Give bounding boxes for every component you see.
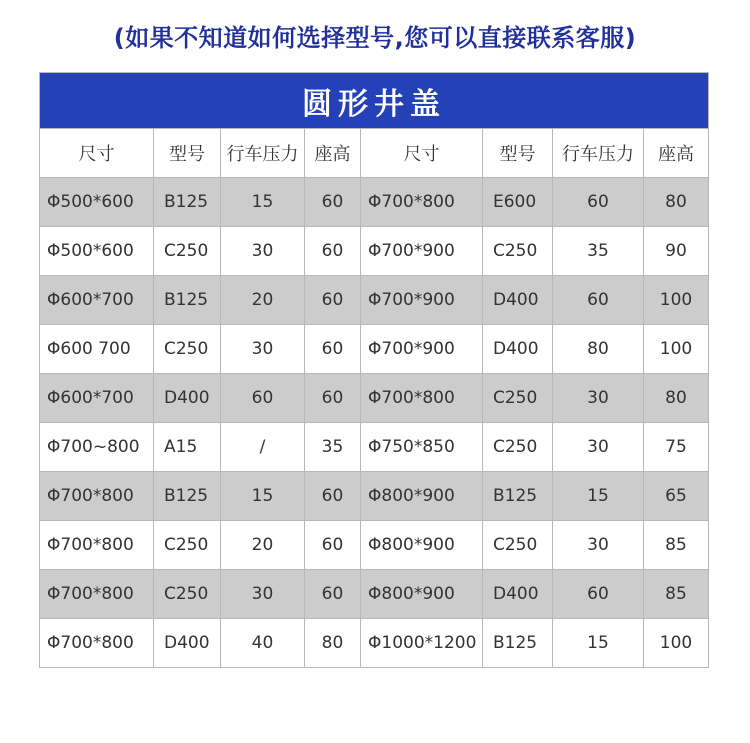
title-row xyxy=(40,73,709,129)
cell-seat-height: 60 xyxy=(305,325,361,374)
table-row xyxy=(40,619,709,668)
cell-seat-height: 100 xyxy=(644,325,709,374)
header-load: 行车压力 xyxy=(553,129,644,178)
cell-seat-height: 60 xyxy=(305,374,361,423)
cell-load: 30 xyxy=(221,570,305,619)
header-model: 型号 xyxy=(483,129,553,178)
table-title: 圆形井盖 xyxy=(40,73,709,129)
cell-load: 20 xyxy=(221,276,305,325)
cell-seat-height: 35 xyxy=(305,423,361,472)
cell-size: Φ700*800 xyxy=(361,178,483,227)
cell-seat-height: 100 xyxy=(644,619,709,668)
cell-model: B125 xyxy=(483,472,553,521)
cell-load: 80 xyxy=(553,325,644,374)
cell-size: Φ700*800 xyxy=(40,570,154,619)
cell-model: B125 xyxy=(154,472,221,521)
cell-size: Φ700*800 xyxy=(40,521,154,570)
cell-seat-height: 85 xyxy=(644,570,709,619)
header-row xyxy=(40,129,709,178)
table-row xyxy=(40,276,709,325)
cell-model: A15 xyxy=(154,423,221,472)
header-size: 尺寸 xyxy=(361,129,483,178)
table-row xyxy=(40,374,709,423)
header-seat-height: 座高 xyxy=(644,129,709,178)
cell-seat-height: 60 xyxy=(305,178,361,227)
cell-size: Φ700*900 xyxy=(361,325,483,374)
cell-model: C250 xyxy=(154,521,221,570)
cell-seat-height: 60 xyxy=(305,276,361,325)
cell-size: Φ800*900 xyxy=(361,521,483,570)
table-row xyxy=(40,423,709,472)
cell-load: 35 xyxy=(553,227,644,276)
cell-seat-height: 85 xyxy=(644,521,709,570)
cell-model: D400 xyxy=(483,570,553,619)
cell-seat-height: 80 xyxy=(644,374,709,423)
cell-load: 20 xyxy=(221,521,305,570)
cell-size: Φ700*800 xyxy=(40,619,154,668)
cell-model: D400 xyxy=(483,276,553,325)
cell-model: E600 xyxy=(483,178,553,227)
cell-load: 30 xyxy=(221,227,305,276)
cell-size: Φ600 700 xyxy=(40,325,154,374)
cell-seat-height: 80 xyxy=(644,178,709,227)
cell-size: Φ750*850 xyxy=(361,423,483,472)
cell-size: Φ700*800 xyxy=(361,374,483,423)
cell-model: C250 xyxy=(483,374,553,423)
cell-load: 30 xyxy=(553,521,644,570)
cell-load: 60 xyxy=(553,570,644,619)
cell-seat-height: 80 xyxy=(305,619,361,668)
cell-size: Φ1000*1200 xyxy=(361,619,483,668)
cell-model: B125 xyxy=(154,178,221,227)
cell-seat-height: 60 xyxy=(305,472,361,521)
header-seat-height: 座高 xyxy=(305,129,361,178)
cell-model: D400 xyxy=(154,374,221,423)
cell-model: C250 xyxy=(483,521,553,570)
cell-size: Φ700*900 xyxy=(361,276,483,325)
cell-model: C250 xyxy=(154,227,221,276)
cell-load: 30 xyxy=(221,325,305,374)
cell-seat-height: 100 xyxy=(644,276,709,325)
table-row xyxy=(40,570,709,619)
cell-seat-height: 75 xyxy=(644,423,709,472)
cell-model: C250 xyxy=(483,423,553,472)
cell-model: D400 xyxy=(154,619,221,668)
cell-seat-height: 60 xyxy=(305,521,361,570)
table-row xyxy=(40,178,709,227)
cell-load: 60 xyxy=(553,178,644,227)
table-row xyxy=(40,521,709,570)
cell-load: 40 xyxy=(221,619,305,668)
cell-seat-height: 65 xyxy=(644,472,709,521)
cell-seat-height: 60 xyxy=(305,570,361,619)
table-row xyxy=(40,472,709,521)
cell-size: Φ500*600 xyxy=(40,178,154,227)
cell-model: B125 xyxy=(483,619,553,668)
cell-load: / xyxy=(221,423,305,472)
header-size: 尺寸 xyxy=(40,129,154,178)
cell-load: 30 xyxy=(553,374,644,423)
cell-load: 15 xyxy=(553,472,644,521)
cell-size: Φ700*800 xyxy=(40,472,154,521)
cell-load: 60 xyxy=(553,276,644,325)
cell-seat-height: 90 xyxy=(644,227,709,276)
cell-size: Φ600*700 xyxy=(40,374,154,423)
header-load: 行车压力 xyxy=(221,129,305,178)
table-row xyxy=(40,227,709,276)
cell-model: D400 xyxy=(483,325,553,374)
contact-notice: (如果不知道如何选择型号,您可以直接联系客服) xyxy=(113,24,637,52)
cell-load: 30 xyxy=(553,423,644,472)
cell-size: Φ700*900 xyxy=(361,227,483,276)
cell-size: Φ600*700 xyxy=(40,276,154,325)
cell-load: 15 xyxy=(221,472,305,521)
header-model: 型号 xyxy=(154,129,221,178)
cell-model: C250 xyxy=(154,325,221,374)
table-row xyxy=(40,325,709,374)
cell-model: C250 xyxy=(154,570,221,619)
cell-size: Φ800*900 xyxy=(361,472,483,521)
round-manhole-cover-spec-table xyxy=(39,72,709,668)
cell-load: 15 xyxy=(553,619,644,668)
cell-model: C250 xyxy=(483,227,553,276)
cell-model: B125 xyxy=(154,276,221,325)
cell-size: Φ500*600 xyxy=(40,227,154,276)
cell-size: Φ700~800 xyxy=(40,423,154,472)
cell-size: Φ800*900 xyxy=(361,570,483,619)
cell-seat-height: 60 xyxy=(305,227,361,276)
cell-load: 15 xyxy=(221,178,305,227)
cell-load: 60 xyxy=(221,374,305,423)
